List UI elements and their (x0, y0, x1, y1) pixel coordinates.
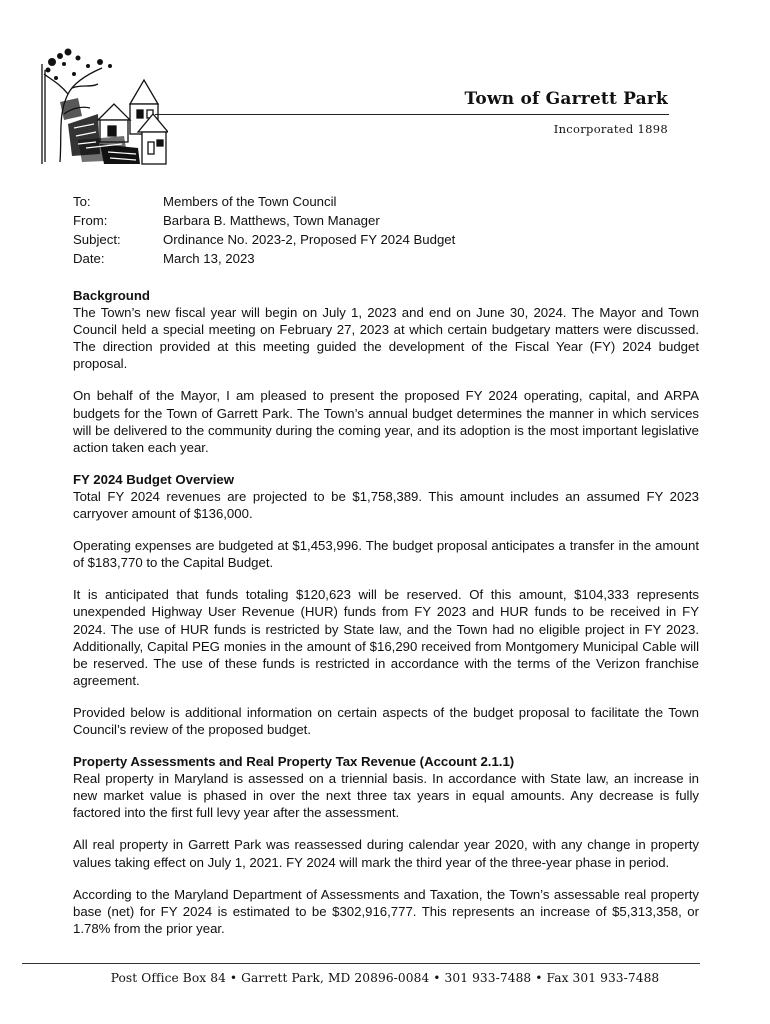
property-paragraph-2: All real property in Garrett Park was reassessed during calendar year 2020, with any change in property values taking effect on July 1, 2021. FY 2024 will mark the third year of the three-year phase in period. (73, 837, 699, 870)
memo-header (73, 192, 455, 268)
overview-text-1: Total FY 2024 revenues are projected to be $1,758,389. This amount includes an assumed FY 2023 carryover amount of $136,000. (73, 488, 699, 522)
header-divider (155, 114, 669, 115)
overview-paragraph-3: It is anticipated that funds totaling $120,623 will be reserved. Of this amount, $104,333 represents unexpended Highway User Revenue (HUR) funds from FY 2023 and HUR funds to be received in FY 2024. The use of HUR funds is restricted by State law, and the Town had no eligible project in FY 2023. Additionally, Capital PEG monies in the amount of $16,290 received from Montgomery Municipal Cable will be reserved. The use of these funds is restricted in accordance with the terms of the Verizon franchise agreement. (73, 587, 699, 688)
overview-paragraph-2: Operating expenses are budgeted at $1,453,996. The budget proposal anticipates a transfer in the amount of $183,770 to the Capital Budget. (73, 538, 699, 571)
background-paragraph-1 (73, 287, 699, 372)
footer-divider (22, 963, 700, 964)
memo-subject-value: Ordinance No. 2023-2, Proposed FY 2024 Budget (163, 232, 456, 247)
background-paragraph-2: On behalf of the Mayor, I am pleased to present the proposed FY 2024 operating, capital, and ARPA budgets for the Town of Garrett Park. The Town’s annual budget determines the manner in which services will be delivered to the community during the coming year, and its adoption is the most important legislative action taken each year. (73, 388, 699, 455)
town-name: Town of Garrett Park (464, 89, 668, 109)
memo-to-row (73, 192, 455, 211)
overview-paragraph-4: Provided below is additional information on certain aspects of the budget proposal to facilitate the Town Council’s review of the proposed budget. (73, 704, 699, 737)
background-text-1: The Town’s new fiscal year will begin on July 1, 2023 and end on June 30, 2024. The Mayor and Town Council held a special meeting on February 27, 2023 at which certain budgetary matters were discussed. The direction provided at this meeting guided the development of the Fiscal Year (FY) 2024 budget proposal. (73, 305, 699, 372)
memo-date-label: Date: (73, 251, 105, 266)
memo-from-label: From: (73, 213, 108, 228)
memo-subject-label: Subject: (73, 232, 121, 247)
memo-to-label: To: (73, 194, 91, 209)
property-paragraph-1 (73, 753, 699, 821)
memo-from-value: Barbara B. Matthews, Town Manager (163, 213, 380, 228)
memo-date-value: March 13, 2023 (163, 251, 255, 266)
overview-paragraph-1 (73, 471, 699, 522)
overview-heading: FY 2024 Budget Overview (73, 471, 235, 487)
property-heading: Property Assessments and Real Property Tax Revenue (Account 2.1.1) (73, 754, 515, 770)
footer-address: Post Office Box 84 • Garrett Park, MD 20896-0084 • 301 933-7488 • Fax 301 933-7488 (110, 971, 660, 985)
memo-date-row (73, 249, 455, 268)
property-text-1: Real property in Maryland is assessed on a triennial basis. In accordance with State law, an increase in new market value is phased in over the next three tax years in equal amounts. Any decrease is fully factored into the first full levy year after the assessment. (73, 771, 699, 821)
memo-subject-row (73, 230, 455, 249)
property-paragraph-3: According to the Maryland Department of Assessments and Taxation, the Town’s assessable real property base (net) for FY 2024 is estimated to be $302,916,777. This represents an increase of $5,313,358, or 1.78% from the prior year. (73, 886, 699, 936)
memo-from-row (73, 211, 455, 230)
incorporated-line: Incorporated 1898 (553, 122, 668, 136)
memo-body (73, 287, 699, 952)
background-heading: Background (73, 288, 150, 303)
town-logo (38, 44, 168, 166)
memo-to-value: Members of the Town Council (163, 194, 337, 209)
